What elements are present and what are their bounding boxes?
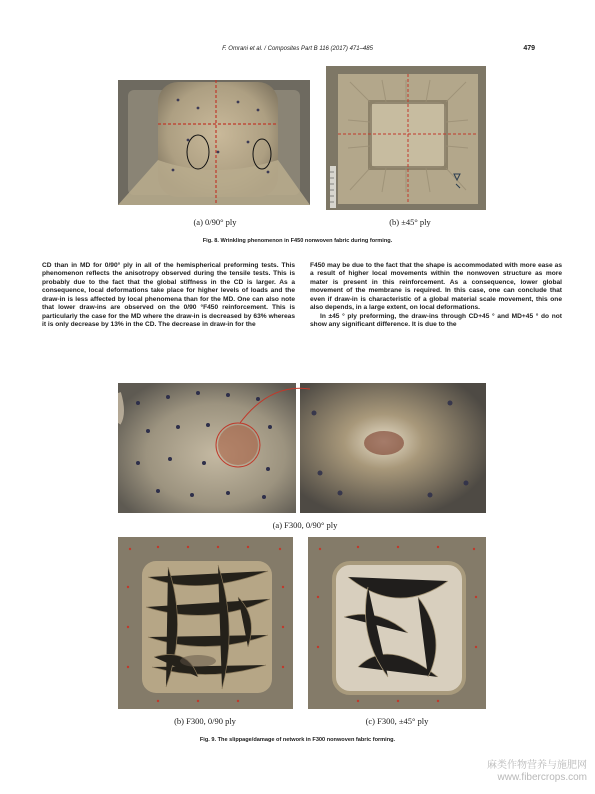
- watermark: [487, 760, 587, 784]
- body-left-column: [42, 262, 295, 330]
- figure8b-subcaption: (b) ±45° ply: [389, 217, 431, 227]
- figure9b-subcaption: (b) F300, 0/90 ply: [174, 716, 236, 726]
- figure8a-subcaption: (a) 0/90° ply: [193, 217, 237, 227]
- figure8-caption: Fig. 8. Wrinkling phenomenon in F450 nonwoven fabric during forming.: [202, 238, 393, 244]
- figure9c-subcaption: (c) F300, ±45° ply: [365, 716, 429, 726]
- figure9-caption: Fig. 9. The slippage/damage of network in F300 nonwoven fabric forming.: [199, 737, 396, 743]
- body-right-paragraph-1: F450 may be due to the fact that the shape is accommodated with more ease as a result of higher local movements within the nonwoven structure as more mater is present in this reinforcement. As a consequence, lower global movement of the membrane is required. In this case, one can conclude that even if draw-in is characteristic of a global material scale movement, this one also depends, in a large extent, on local deformations.: [310, 262, 562, 312]
- figure9a-subcaption: (a) F300, 0/90° ply: [272, 520, 338, 530]
- figure9c-photo: [308, 537, 486, 709]
- figure8b-photo: [326, 66, 486, 210]
- page-number: 479: [523, 45, 535, 52]
- figure9b-photo: [118, 537, 293, 709]
- figure8a-photo: [118, 80, 310, 205]
- watermark-line-1: 麻类作物营养与施肥网: [487, 760, 587, 771]
- body-right-column: [310, 262, 562, 330]
- running-title: F. Omrani et al. / Composites Part B 116 (2017) 471–485: [222, 46, 373, 52]
- watermark-line-2: www.fibercrops.com: [497, 772, 587, 783]
- body-right-paragraph-2: In ±45 ° ply preforming, the draw-ins through CD+45 ° and MD+45 ° do not show any significant difference. It is due to the: [310, 312, 562, 329]
- body-left-paragraph: CD than in MD for 0/90° ply in all of the hemispherical preforming tests. This phenomenon reflects the anisotropy observed during the tensile tests. This is probably due to the fact that the global stiffness in the CD is larger. As a consequence, local deformations take place for higher levels of loads and the draw-in is less affected by local phenomena than for the MD. One can also note that lower draw-ins are observed on the 0/90 °F450 reinforcement. This is particularly the case for the MD where the draw-in is decreased by 63% whereas it is only decrease by 13% in the CD. The decrease in draw-in for the: [42, 262, 295, 329]
- zoom-connector-arrow: [240, 383, 340, 433]
